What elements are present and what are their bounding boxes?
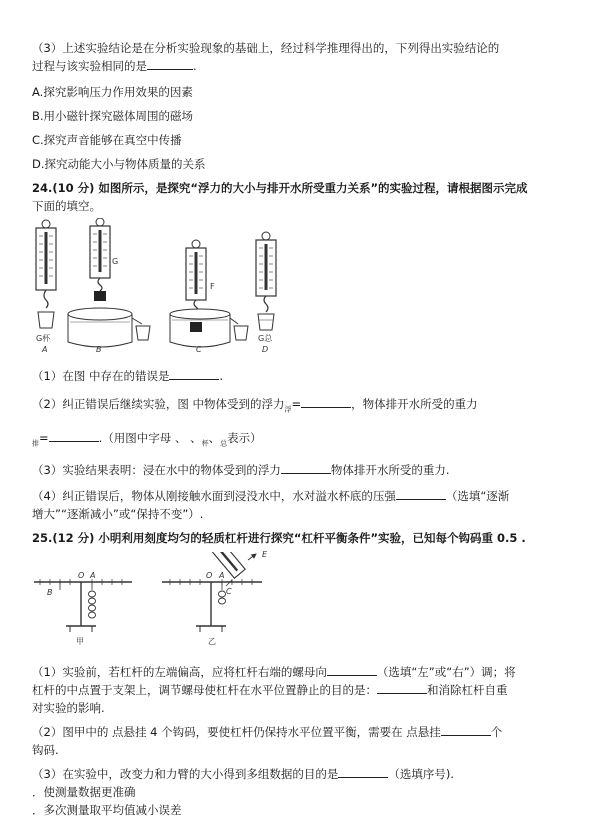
q25-p1-text-3: 杠杆的中点置于支架上，调节螺母使杠杆在水平位置静止的目的是： bbox=[32, 683, 377, 697]
q25-p3-text-2: （选填序号). bbox=[388, 767, 454, 781]
spring-scale-d bbox=[256, 232, 276, 330]
letter-c-yi: C bbox=[226, 587, 232, 596]
q25-p1-text: （1）实验前，若杠杆的左端偏高，应将杠杆右端的螺母向 bbox=[32, 665, 327, 679]
lever-jia bbox=[34, 579, 132, 632]
q24-p4-text: （4）纠正错误后，物体从刚接触水面到浸没水中，水对溢水杯底的压强 bbox=[32, 489, 396, 503]
q25-p3-text: （3）在实验中，改变力和力臂的大小得到多组数据的目的是 bbox=[32, 767, 339, 781]
q23-option-b: B.用小磁针探究磁体周围的磁场 bbox=[32, 109, 194, 123]
subscript: 排 bbox=[32, 439, 39, 448]
label-a: A bbox=[42, 345, 48, 354]
period: . bbox=[193, 59, 197, 73]
period: . bbox=[219, 369, 224, 383]
subscript: 浮 bbox=[284, 405, 292, 414]
q25-option-b: ．多次测量取平均值减小误差 bbox=[32, 803, 182, 817]
q24-p2-text: （2）纠正错误后继续实验，图 中物体受到的浮力 bbox=[32, 397, 285, 411]
q25-figure bbox=[30, 552, 270, 652]
q25-option-a: ．使测量数据更准确 bbox=[32, 785, 136, 799]
q25-p2-text: （2）图甲中的 点悬挂 4 个钩码，要使杠杆仍保持水平位置平衡，需要在 点悬挂 bbox=[32, 725, 441, 739]
answer-blank[interactable] bbox=[338, 766, 388, 778]
label-d: D bbox=[262, 345, 269, 354]
q24-header: 24.(10 分) 如图所示，是探究“浮力的大小与排开水所受重力关系”的实验过程，请根据图示完成 bbox=[32, 181, 528, 195]
q24-p2d-text: .（用图中字母 、 、 bbox=[98, 431, 202, 445]
q24-part4-cont: 增大”“逐渐减小”或“保持不变”）. bbox=[32, 507, 204, 521]
q25-part3 bbox=[32, 766, 570, 782]
equals: = bbox=[39, 431, 49, 445]
spring-scale-a bbox=[36, 220, 56, 328]
q24-part2-cont bbox=[32, 430, 570, 451]
label-b: B bbox=[96, 345, 102, 354]
q23-option-a: A.探究影响压力作用效果的因素 bbox=[32, 85, 193, 99]
equals: = bbox=[291, 397, 302, 411]
letter-a-jia: A bbox=[90, 571, 96, 580]
q25-part1-cont bbox=[32, 682, 570, 698]
q24-p2-text-2: ，物体排开水所受的重力 bbox=[351, 397, 478, 411]
spring-scale-b bbox=[68, 218, 150, 347]
letter-a-yi: A bbox=[219, 571, 225, 580]
q24-p4-text-2: （选填“逐渐 bbox=[445, 489, 510, 503]
label-g-total: G总 bbox=[258, 334, 273, 343]
answer-blank[interactable] bbox=[147, 58, 193, 70]
lever-yi bbox=[162, 552, 262, 632]
answer-blank[interactable] bbox=[169, 368, 219, 380]
q25-part1 bbox=[32, 664, 570, 680]
answer-blank[interactable] bbox=[281, 462, 331, 474]
q25-part2-end: 钩码. bbox=[32, 743, 59, 757]
separator: 、 bbox=[208, 431, 221, 445]
q24-p3-text-2: 物体排开水所受的重力. bbox=[330, 463, 450, 477]
q23-option-c: C.探究声音能够在真空中传播 bbox=[32, 133, 182, 147]
answer-blank[interactable] bbox=[301, 396, 351, 408]
letter-b-jia: B bbox=[47, 588, 53, 597]
label-g-cup: G杯 bbox=[36, 334, 51, 343]
q24-part4 bbox=[32, 488, 570, 504]
q24-part2 bbox=[32, 396, 570, 417]
q23-part3-text: （3）上述实验结论是在分析实验现象的基础上，经过科学推理得出的，下列得出实验结论的 bbox=[32, 41, 500, 55]
q25-part1-end: 对实验的影响. bbox=[32, 701, 105, 715]
q25-header: 25.(12 分) 小明利用刻度均匀的轻质杠杆进行探究“杠杆平衡条件”实验，已知每个钩码重 0.5 . bbox=[32, 531, 526, 545]
q25-p1-text-2: （选填“左”或“右”）调；将 bbox=[376, 665, 516, 679]
answer-blank[interactable] bbox=[377, 682, 427, 694]
letter-o-jia: O bbox=[78, 571, 85, 580]
caption-yi: 乙 bbox=[208, 637, 216, 646]
q24-p1-text: （1）在图 中存在的错误是 bbox=[32, 369, 170, 383]
q23-option-d: D.探究动能大小与物体质量的关系 bbox=[32, 157, 206, 171]
q23-part3-line1 bbox=[32, 40, 570, 56]
label-f: F bbox=[210, 282, 215, 291]
subscript: 杯 bbox=[201, 439, 209, 448]
label-g: G bbox=[112, 257, 119, 266]
answer-blank[interactable] bbox=[441, 724, 491, 736]
q24-part3 bbox=[32, 462, 570, 478]
q23-part3-line2 bbox=[32, 58, 570, 74]
q24-p3-text: （3）实验结果表明：浸在水中的物体受到的浮力 bbox=[32, 463, 281, 477]
q25-p1-text-4: 和消除杠杆自重 bbox=[427, 683, 508, 697]
caption-jia: 甲 bbox=[76, 637, 84, 646]
letter-e-yi: E bbox=[262, 550, 268, 559]
answer-blank[interactable] bbox=[396, 488, 446, 500]
subscript: 总 bbox=[220, 439, 228, 448]
q25-part2 bbox=[32, 724, 570, 740]
spring-scale-c bbox=[170, 240, 248, 347]
answer-blank[interactable] bbox=[327, 664, 377, 676]
q24-figure bbox=[30, 218, 290, 358]
q23-part3b-text: 过程与该实验相同的是 bbox=[32, 59, 147, 73]
answer-blank[interactable] bbox=[49, 430, 99, 442]
q25-p2-text-2: 个 bbox=[490, 725, 503, 739]
q24-p2d-text-end: 表示） bbox=[227, 431, 262, 445]
q24-part1 bbox=[32, 368, 570, 384]
q24-header-2: 下面的填空。 bbox=[32, 199, 101, 213]
label-c: C bbox=[196, 345, 202, 354]
letter-o-yi: O bbox=[206, 571, 213, 580]
